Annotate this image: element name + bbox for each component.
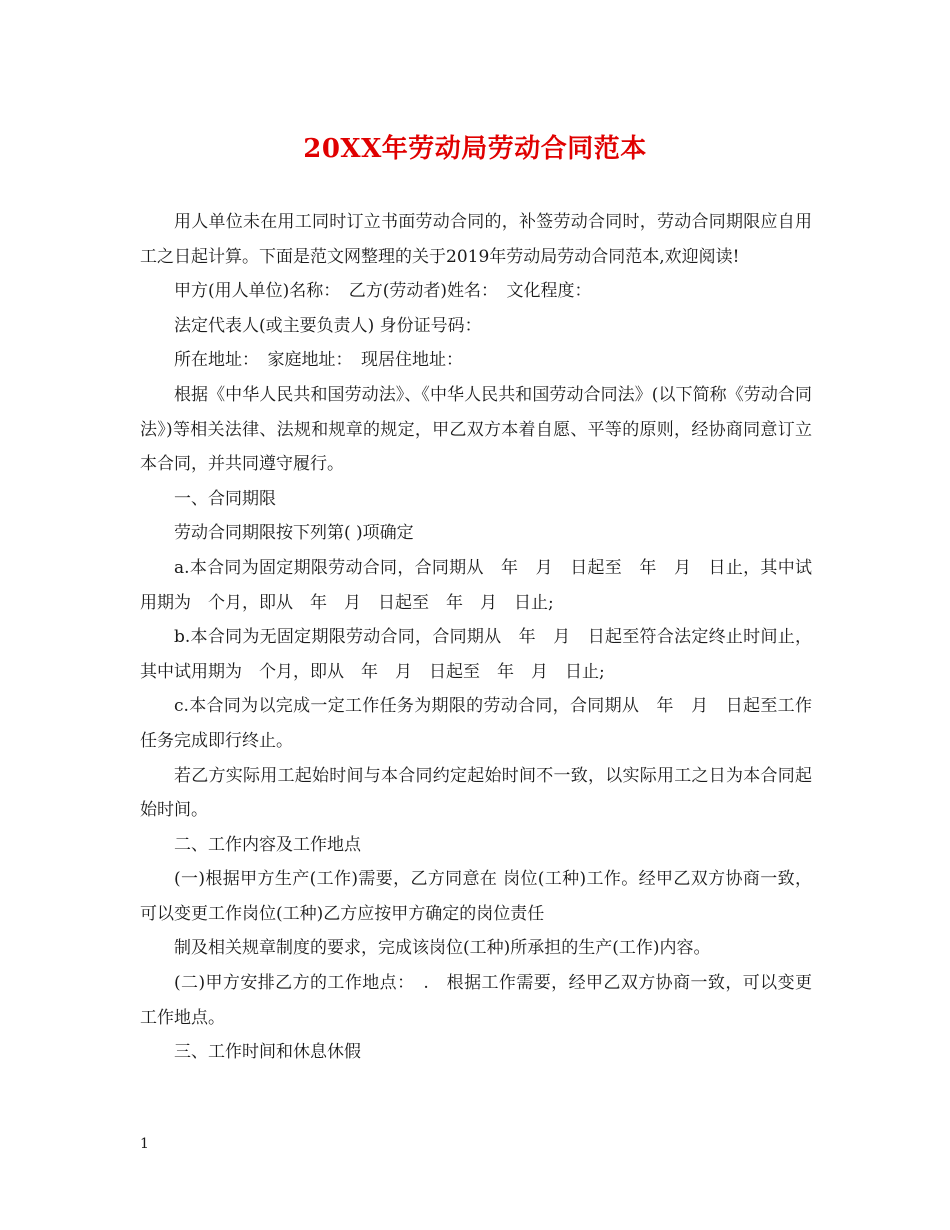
legal-representative-line: 法定代表人(或主要负责人) 身份证号码：: [174, 315, 482, 336]
intro-paragraph: 用人单位未在用工同时订立书面劳动合同的，补签劳动合同时，劳动合同期限应自用工之日起计算。下面是范文网整理的关于2019年劳动局劳动合同范本,欢迎阅读!: [140, 212, 812, 267]
clause-c: c.本合同为以完成一定工作任务为期限的劳动合同，合同期从 年 月 日起至工作任务完成即行终止。: [140, 696, 812, 751]
address-line: 所在地址： 家庭地址： 现居住地址：: [174, 350, 463, 371]
document-body: [140, 205, 812, 1070]
work-content-clause-1: (一)根据甲方生产(工作)需要，乙方同意在 岗位(工种)工作。经甲乙双方协商一致，可以变更工作岗位(工种)乙方应按甲方确定的岗位责任: [140, 869, 812, 924]
section-heading-contract-term: 一、合同期限: [174, 488, 276, 509]
section-heading-work-content: 二、工作内容及工作地点: [174, 834, 361, 855]
section-heading-work-hours: 三、工作时间和休息休假: [174, 1042, 361, 1063]
start-time-paragraph: 若乙方实际用工起始时间与本合同约定起始时间不一致，以实际用工之日为本合同起始时间。: [140, 765, 812, 821]
party-names-line: 甲方(用人单位)名称： 乙方(劳动者)姓名： 文化程度：: [174, 281, 592, 302]
clause-b: b.本合同为无固定期限劳动合同，合同期从 年 月 日起至符合法定终止时间止，其中试用期为 个月，即从 年 月 日起至 年 月 日止;: [140, 627, 812, 682]
clause-a: a.本合同为固定期限劳动合同，合同期从 年 月 日起至 年 月 日止，其中试用期为 个月，即从 年 月 日起至 年 月 日止;: [140, 557, 812, 613]
work-location-clause: (二)甲方安排乙方的工作地点： . 根据工作需要，经甲乙双方协商一致，可以变更工作地点。: [140, 973, 812, 1028]
work-content-clause-1-continued: 制及相关规章制度的要求，完成该岗位(工种)所承担的生产(工作)内容。: [174, 938, 711, 959]
legal-basis-paragraph: 根据《中华人民共和国劳动法》、《中华人民共和国劳动合同法》(以下简称《劳动合同法》)等相关法律、法规和规章的规定，甲乙双方本着自愿、平等的原则，经协商同意订立本合同，并共同遵守履行。: [140, 384, 812, 475]
page-number: 1: [140, 1136, 149, 1152]
document-title: 20XX年劳动局劳动合同范本: [303, 134, 647, 164]
contract-term-choice: 劳动合同期限按下列第( )项确定: [174, 523, 414, 544]
